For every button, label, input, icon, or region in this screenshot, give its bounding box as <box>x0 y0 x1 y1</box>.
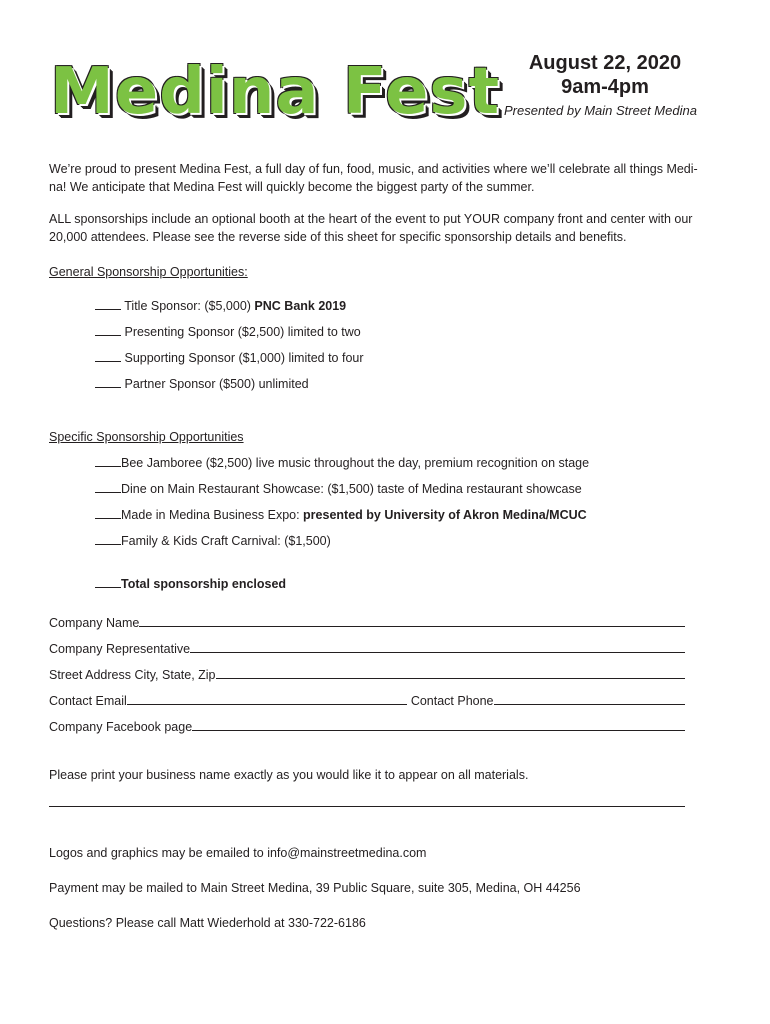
checkbox-line[interactable] <box>95 482 121 493</box>
item-bold: PNC Bank 2019 <box>254 299 347 313</box>
print-name-note: Please print your business name exactly as you would like it to appear on all materials. <box>49 768 529 782</box>
company-rep-label: Company Representative <box>49 642 191 656</box>
street-address-field[interactable] <box>49 664 685 682</box>
company-rep-field[interactable] <box>49 638 685 656</box>
specific-sponsorship-heading: Specific Sponsorship Opportunities <box>49 430 244 444</box>
specific-item-bee-jamboree <box>95 456 589 470</box>
intro-p2-line1: ALL sponsorships include an optional booth at the heart of the event to put YOUR company front and center with our <box>49 212 693 226</box>
general-item-partner <box>95 377 309 391</box>
contact-row <box>49 690 685 708</box>
presented-by: Presented by Main Street Medina <box>504 103 697 118</box>
street-address-line[interactable] <box>216 666 685 679</box>
total-sponsorship <box>95 577 286 591</box>
item-text: Family & Kids Craft Carnival: ($1,500) <box>121 534 331 548</box>
contact-phone-line[interactable] <box>494 692 685 705</box>
checkbox-line[interactable] <box>95 325 121 336</box>
checkbox-line[interactable] <box>95 377 121 388</box>
intro-p1-line1: We’re proud to present Medina Fest, a full day of fun, food, music, and activities where we’ll celebrate all things Medi- <box>49 162 698 176</box>
event-date: August 22, 2020 <box>528 52 682 74</box>
street-address-label: Street Address City, State, Zip <box>49 668 216 682</box>
company-name-field[interactable] <box>49 612 685 630</box>
medina-fest-logo: Medina Fest <box>50 55 501 129</box>
general-item-title <box>95 299 346 313</box>
item-bold: presented by University of Akron Medina/MCUC <box>303 508 587 522</box>
intro-paragraph-1 <box>49 160 721 196</box>
item-text: Dine on Main Restaurant Showcase: ($1,500) taste of Medina restaurant showcase <box>121 482 582 496</box>
specific-item-made-in-medina <box>95 508 587 522</box>
general-item-presenting <box>95 325 361 339</box>
intro-p1-line2: na! We anticipate that Medina Fest will quickly become the biggest party of the summer. <box>49 180 535 194</box>
total-line[interactable] <box>95 577 121 588</box>
item-text: Presenting Sponsor ($2,500) limited to two <box>124 325 361 339</box>
logos-note: Logos and graphics may be emailed to info@mainstreetmedina.com <box>49 846 427 860</box>
facebook-label: Company Facebook page <box>49 720 193 734</box>
contact-phone-label: Contact Phone <box>410 694 494 708</box>
general-sponsorship-heading: General Sponsorship Opportunities: <box>49 265 248 279</box>
checkbox-line[interactable] <box>95 351 121 362</box>
questions-note: Questions? Please call Matt Wiederhold at 330-722-6186 <box>49 916 366 930</box>
checkbox-line[interactable] <box>95 456 121 467</box>
company-rep-line[interactable] <box>190 640 685 653</box>
item-text: Bee Jamboree ($2,500) live music throughout the day, premium recognition on stage <box>121 456 590 470</box>
event-time: 9am-4pm <box>561 76 649 98</box>
total-label: Total sponsorship enclosed <box>121 577 287 591</box>
company-name-label: Company Name <box>49 616 140 630</box>
checkbox-line[interactable] <box>95 299 121 310</box>
intro-p2-line2: 20,000 attendees. Please see the reverse side of this sheet for specific sponsorship details and benefits. <box>49 230 627 244</box>
specific-item-family-kids <box>95 534 331 548</box>
general-item-supporting <box>95 351 364 365</box>
payment-note: Payment may be mailed to Main Street Medina, 39 Public Square, suite 305, Medina, OH 44256 <box>49 881 581 895</box>
item-text: Supporting Sponsor ($1,000) limited to four <box>124 351 364 365</box>
item-text: Title Sponsor: ($5,000) <box>124 299 255 313</box>
intro-paragraph-2 <box>49 210 721 246</box>
facebook-line[interactable] <box>192 718 685 731</box>
contact-email-label: Contact Email <box>49 694 127 708</box>
company-name-line[interactable] <box>139 614 685 627</box>
business-name-line[interactable] <box>49 806 685 807</box>
checkbox-line[interactable] <box>95 508 121 519</box>
contact-email-line[interactable] <box>127 692 407 705</box>
item-text: Partner Sponsor ($500) unlimited <box>124 377 309 391</box>
specific-item-dine-on-main <box>95 482 582 496</box>
facebook-field[interactable] <box>49 716 685 734</box>
checkbox-line[interactable] <box>95 534 121 545</box>
item-text: Made in Medina Business Expo: <box>121 508 304 522</box>
